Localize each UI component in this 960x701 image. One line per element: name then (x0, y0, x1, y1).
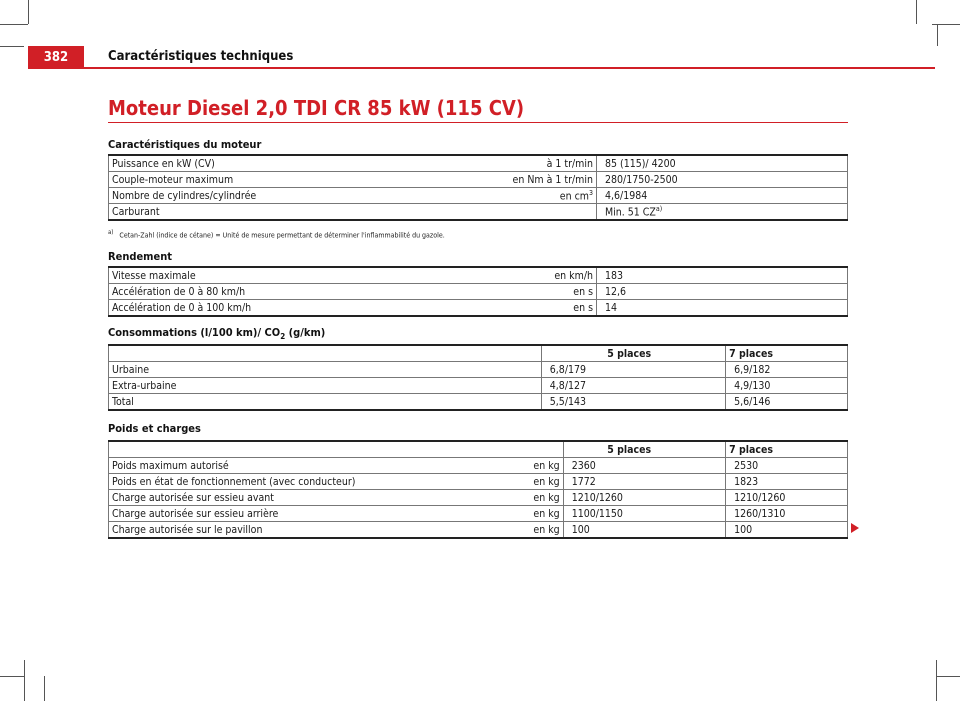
performance-table (108, 266, 848, 317)
value-text: Min. 51 CZ (605, 206, 656, 219)
page-title: Moteur Diesel 2,0 TDI CR 85 kW (115 CV) (108, 96, 525, 120)
row-label: Accélération de 0 à 80 km/h (109, 284, 481, 300)
empty-header-cell (478, 441, 563, 458)
table-row (109, 362, 848, 378)
row-label: Charge autorisée sur essieu avant (109, 490, 479, 506)
crop-mark (44, 676, 45, 701)
crop-mark (28, 0, 29, 24)
unit-superscript: 3 (588, 188, 593, 197)
table-row (109, 267, 848, 284)
row-value-5: 5,5/143 (541, 394, 725, 411)
row-label: Vitesse maximale (109, 267, 481, 284)
footnote (108, 229, 445, 239)
crop-mark (0, 46, 24, 47)
row-unit: en kg (478, 490, 563, 506)
column-header-7-places: 7 places (726, 441, 848, 458)
row-label: Extra-urbaine (109, 378, 542, 394)
weights-section-heading: Poids et charges (108, 422, 201, 435)
table-row (109, 506, 848, 522)
row-unit (480, 188, 597, 204)
heading-text: Consommations (l/100 km)/ CO (108, 326, 281, 339)
row-unit: en kg (478, 506, 563, 522)
empty-header-cell (109, 441, 479, 458)
column-header-5-places: 5 places (563, 441, 725, 458)
row-unit: en s (480, 284, 597, 300)
row-value-5: 1100/1150 (563, 506, 725, 522)
row-value: 12,6 (597, 284, 848, 300)
row-label: Total (109, 394, 542, 411)
row-unit: en Nm à 1 tr/min (480, 172, 597, 188)
table-row (109, 188, 848, 204)
engine-section-heading: Caractéristiques du moteur (108, 138, 262, 151)
row-value-7: 5,6/146 (726, 394, 848, 411)
page-number: 382 (43, 50, 69, 65)
row-unit: à 1 tr/min (480, 155, 597, 172)
crop-mark (937, 24, 938, 46)
row-value-5: 100 (563, 522, 725, 539)
table-row (109, 490, 848, 506)
crop-mark (936, 676, 960, 677)
row-label: Charge autorisée sur essieu arrière (109, 506, 479, 522)
row-value-7: 1823 (726, 474, 848, 490)
unit-text: en cm (559, 190, 589, 203)
row-value: 85 (115)/ 4200 (597, 155, 848, 172)
row-label: Accélération de 0 à 100 km/h (109, 300, 481, 317)
row-label: Poids maximum autorisé (109, 458, 479, 474)
consumption-section-heading (108, 326, 325, 341)
table-header-row (109, 441, 848, 458)
table-row (109, 522, 848, 539)
row-value-7: 4,9/130 (726, 378, 848, 394)
column-header-7-places: 7 places (726, 345, 848, 362)
row-value-7: 2530 (726, 458, 848, 474)
row-value-5: 2360 (563, 458, 725, 474)
empty-header-cell (109, 345, 542, 362)
row-value (597, 204, 848, 221)
row-value-5: 6,8/179 (541, 362, 725, 378)
row-unit: en s (480, 300, 597, 317)
row-label: Nombre de cylindres/cylindrée (109, 188, 481, 204)
table-header-row (109, 345, 848, 362)
table-row (109, 172, 848, 188)
heading-subscript: 2 (280, 332, 286, 342)
header-divider (84, 67, 935, 69)
row-label: Urbaine (109, 362, 542, 378)
table-row (109, 204, 848, 221)
row-label: Couple-moteur maximum (109, 172, 481, 188)
chapter-title: Caractéristiques techniques (108, 49, 294, 64)
footnote-reference: a) (655, 204, 663, 213)
row-value-7: 100 (726, 522, 848, 539)
column-header-5-places: 5 places (541, 345, 725, 362)
heading-text-end: (g/km) (285, 326, 326, 339)
crop-mark (0, 676, 24, 677)
row-value: 14 (597, 300, 848, 317)
engine-table (108, 154, 848, 221)
row-unit: en km/h (480, 267, 597, 284)
row-label: Puissance en kW (CV) (109, 155, 481, 172)
row-unit: en kg (478, 522, 563, 539)
row-unit: en kg (478, 474, 563, 490)
row-value-7: 1260/1310 (726, 506, 848, 522)
row-label: Poids en état de fonctionnement (avec conducteur) (109, 474, 479, 490)
table-row (109, 284, 848, 300)
table-row (109, 474, 848, 490)
continue-arrow-icon (851, 523, 859, 533)
crop-mark (936, 660, 937, 701)
row-value-7: 1210/1260 (726, 490, 848, 506)
row-label: Carburant (109, 204, 481, 221)
crop-mark (0, 24, 28, 25)
title-divider (108, 122, 848, 123)
row-unit: en kg (478, 458, 563, 474)
row-value-7: 6,9/182 (726, 362, 848, 378)
row-label: Charge autorisée sur le pavillon (109, 522, 479, 539)
footnote-marker: a) (108, 229, 114, 236)
row-unit (480, 204, 597, 221)
table-row (109, 394, 848, 411)
performance-section-heading: Rendement (108, 250, 172, 263)
table-row (109, 155, 848, 172)
row-value-5: 1772 (563, 474, 725, 490)
crop-mark (916, 0, 917, 24)
row-value: 4,6/1984 (597, 188, 848, 204)
table-row (109, 300, 848, 317)
table-row (109, 458, 848, 474)
consumption-table (108, 344, 848, 411)
crop-mark (24, 660, 25, 701)
row-value-5: 1210/1260 (563, 490, 725, 506)
row-value: 183 (597, 267, 848, 284)
table-row (109, 378, 848, 394)
row-value: 280/1750-2500 (597, 172, 848, 188)
weights-table (108, 440, 848, 539)
footnote-text: Cetan-Zahl (indice de cétane) = Unité de mesure permettant de déterminer l'inflammabilité du gazole. (119, 231, 445, 240)
row-value-5: 4,8/127 (541, 378, 725, 394)
